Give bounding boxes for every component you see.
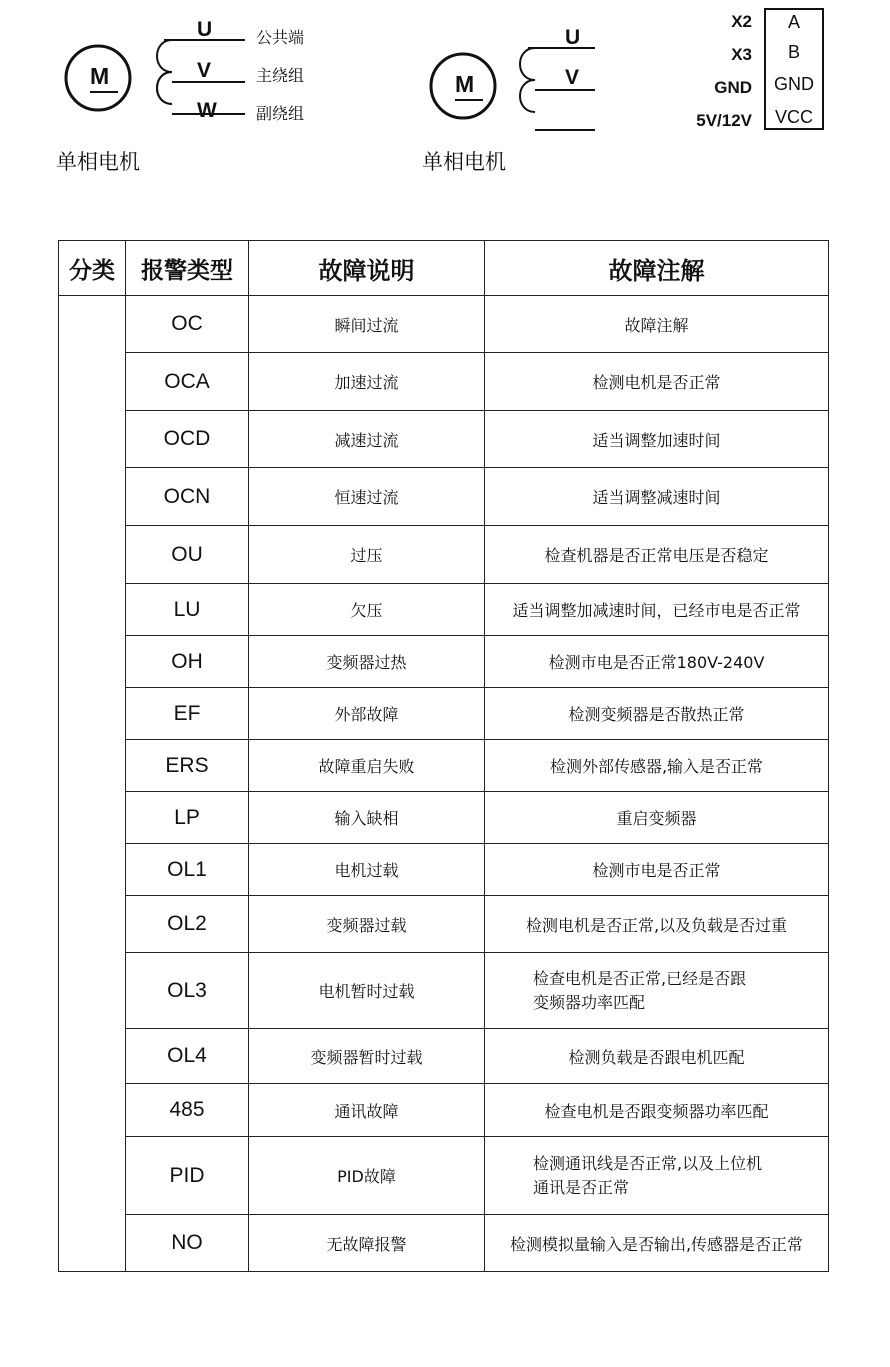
- terminal-label-x2: X2: [731, 12, 752, 31]
- alarm-code-cell: LP: [126, 792, 249, 844]
- fault-note-line: 变频器功率匹配: [533, 992, 646, 1012]
- fault-note-cell: 重启变频器: [485, 792, 829, 844]
- fault-note-cell: 适当调整加速时间: [485, 411, 829, 468]
- fault-note-cell: 适当调整减速时间: [485, 468, 829, 526]
- table-row: [59, 740, 829, 792]
- alarm-code-cell: OH: [126, 636, 249, 688]
- wiring-diagrams: [0, 0, 890, 200]
- fault-desc-cell: 瞬间过流: [249, 296, 485, 353]
- terminal-label-power: 5V/12V: [696, 111, 752, 130]
- alarm-code-cell: LU: [126, 584, 249, 636]
- fault-desc-cell: 外部故障: [249, 688, 485, 740]
- fault-note-cell: [485, 1137, 829, 1215]
- wire-function-v: 主绕组: [256, 66, 305, 85]
- terminal-value-a: A: [787, 12, 800, 32]
- alarm-code-cell: PID: [126, 1137, 249, 1215]
- alarm-code-cell: EF: [126, 688, 249, 740]
- wire-terminal-u-left: U: [197, 18, 213, 41]
- fault-desc-cell: 输入缺相: [249, 792, 485, 844]
- header-fault-note: 故障注解: [485, 241, 829, 296]
- table-row: [59, 411, 829, 468]
- motor-symbol-left: M: [90, 63, 110, 89]
- wire-function-u: 公共端: [256, 28, 305, 47]
- table-row: [59, 636, 829, 688]
- terminal-value-vcc: VCC: [774, 107, 813, 127]
- table-row: [59, 526, 829, 584]
- fault-note-cell: 检测变频器是否散热正常: [485, 688, 829, 740]
- fault-desc-cell: PID故障: [249, 1137, 485, 1215]
- alarm-code-cell: OL3: [126, 953, 249, 1029]
- wire-terminal-v-right: V: [565, 66, 580, 89]
- fault-note-cell: 检查机器是否正常电压是否稳定: [485, 526, 829, 584]
- table-row: [59, 296, 829, 353]
- fault-note-cell: 检测电机是否正常: [485, 353, 829, 411]
- motor-symbol-right: M: [455, 71, 475, 97]
- fault-note-line: 检测通讯线是否正常,以及上位机: [533, 1153, 763, 1173]
- fault-desc-cell: 恒速过流: [249, 468, 485, 526]
- alarm-code-cell: OCA: [126, 353, 249, 411]
- table-row: [59, 953, 829, 1029]
- alarm-code-cell: OL4: [126, 1029, 249, 1084]
- wire-function-w: 副绕组: [256, 104, 305, 123]
- alarm-code-cell: OL2: [126, 896, 249, 953]
- fault-code-table: [58, 240, 829, 1272]
- wire-terminal-u-right: U: [565, 26, 581, 49]
- category-cell: [59, 296, 126, 1272]
- header-alarm-type: 报警类型: [126, 241, 249, 296]
- fault-note-line: 检查电机是否正常,已经是否跟: [533, 968, 747, 988]
- table-row: [59, 353, 829, 411]
- fault-desc-cell: 变频器暂时过载: [249, 1029, 485, 1084]
- header-category: 分类: [59, 241, 126, 296]
- fault-desc-cell: 电机暂时过载: [249, 953, 485, 1029]
- table-header-row: [59, 241, 829, 296]
- alarm-code-cell: OU: [126, 526, 249, 584]
- fault-note-cell: 检测市电是否正常: [485, 844, 829, 896]
- alarm-code-cell: 485: [126, 1084, 249, 1137]
- table-row: [59, 688, 829, 740]
- fault-note-cell: 检测电机是否正常,以及负载是否过重: [485, 896, 829, 953]
- table-row: [59, 584, 829, 636]
- caption-right: 单相电机: [422, 150, 506, 174]
- fault-desc-cell: 电机过载: [249, 844, 485, 896]
- caption-left: 单相电机: [56, 150, 140, 174]
- alarm-code-cell: OCD: [126, 411, 249, 468]
- terminal-label-x3: X3: [731, 45, 752, 64]
- fault-note-cell: 检测市电是否正常180V-240V: [485, 636, 829, 688]
- terminal-label-gnd: GND: [714, 78, 752, 97]
- fault-desc-cell: 无故障报警: [249, 1215, 485, 1272]
- alarm-code-cell: OCN: [126, 468, 249, 526]
- table-row: [59, 1029, 829, 1084]
- fault-note-cell: 故障注解: [485, 296, 829, 353]
- table-row: [59, 1137, 829, 1215]
- coil-right: [520, 48, 535, 112]
- table-row: [59, 468, 829, 526]
- fault-note-line: 通讯是否正常: [533, 1177, 630, 1197]
- table-row: [59, 1215, 829, 1272]
- table-row: [59, 792, 829, 844]
- fault-note-cell: 检测外部传感器,输入是否正常: [485, 740, 829, 792]
- terminal-value-b: B: [787, 42, 800, 62]
- header-fault-desc: 故障说明: [249, 241, 485, 296]
- fault-note-cell: 检测模拟量输入是否输出,传感器是否正常: [485, 1215, 829, 1272]
- alarm-code-cell: ERS: [126, 740, 249, 792]
- fault-desc-cell: 通讯故障: [249, 1084, 485, 1137]
- fault-note-cell: [485, 953, 829, 1029]
- alarm-code-cell: OC: [126, 296, 249, 353]
- fault-desc-cell: 故障重启失败: [249, 740, 485, 792]
- fault-note-cell: 检测负载是否跟电机匹配: [485, 1029, 829, 1084]
- fault-note-cell: 检查电机是否跟变频器功率匹配: [485, 1084, 829, 1137]
- fault-desc-cell: 变频器过热: [249, 636, 485, 688]
- fault-desc-cell: 欠压: [249, 584, 485, 636]
- wire-terminal-v-left: V: [197, 59, 212, 82]
- alarm-code-cell: NO: [126, 1215, 249, 1272]
- fault-note-cell: 适当调整加减速时间，已经市电是否正常: [485, 584, 829, 636]
- fault-desc-cell: 加速过流: [249, 353, 485, 411]
- table-row: [59, 844, 829, 896]
- table-body: [59, 296, 829, 1272]
- fault-desc-cell: 过压: [249, 526, 485, 584]
- alarm-code-cell: OL1: [126, 844, 249, 896]
- wire-terminal-w-left: W: [197, 99, 217, 122]
- table-row: [59, 1084, 829, 1137]
- fault-desc-cell: 减速过流: [249, 411, 485, 468]
- table-row: [59, 896, 829, 953]
- terminal-value-gnd: GND: [774, 74, 814, 94]
- fault-desc-cell: 变频器过载: [249, 896, 485, 953]
